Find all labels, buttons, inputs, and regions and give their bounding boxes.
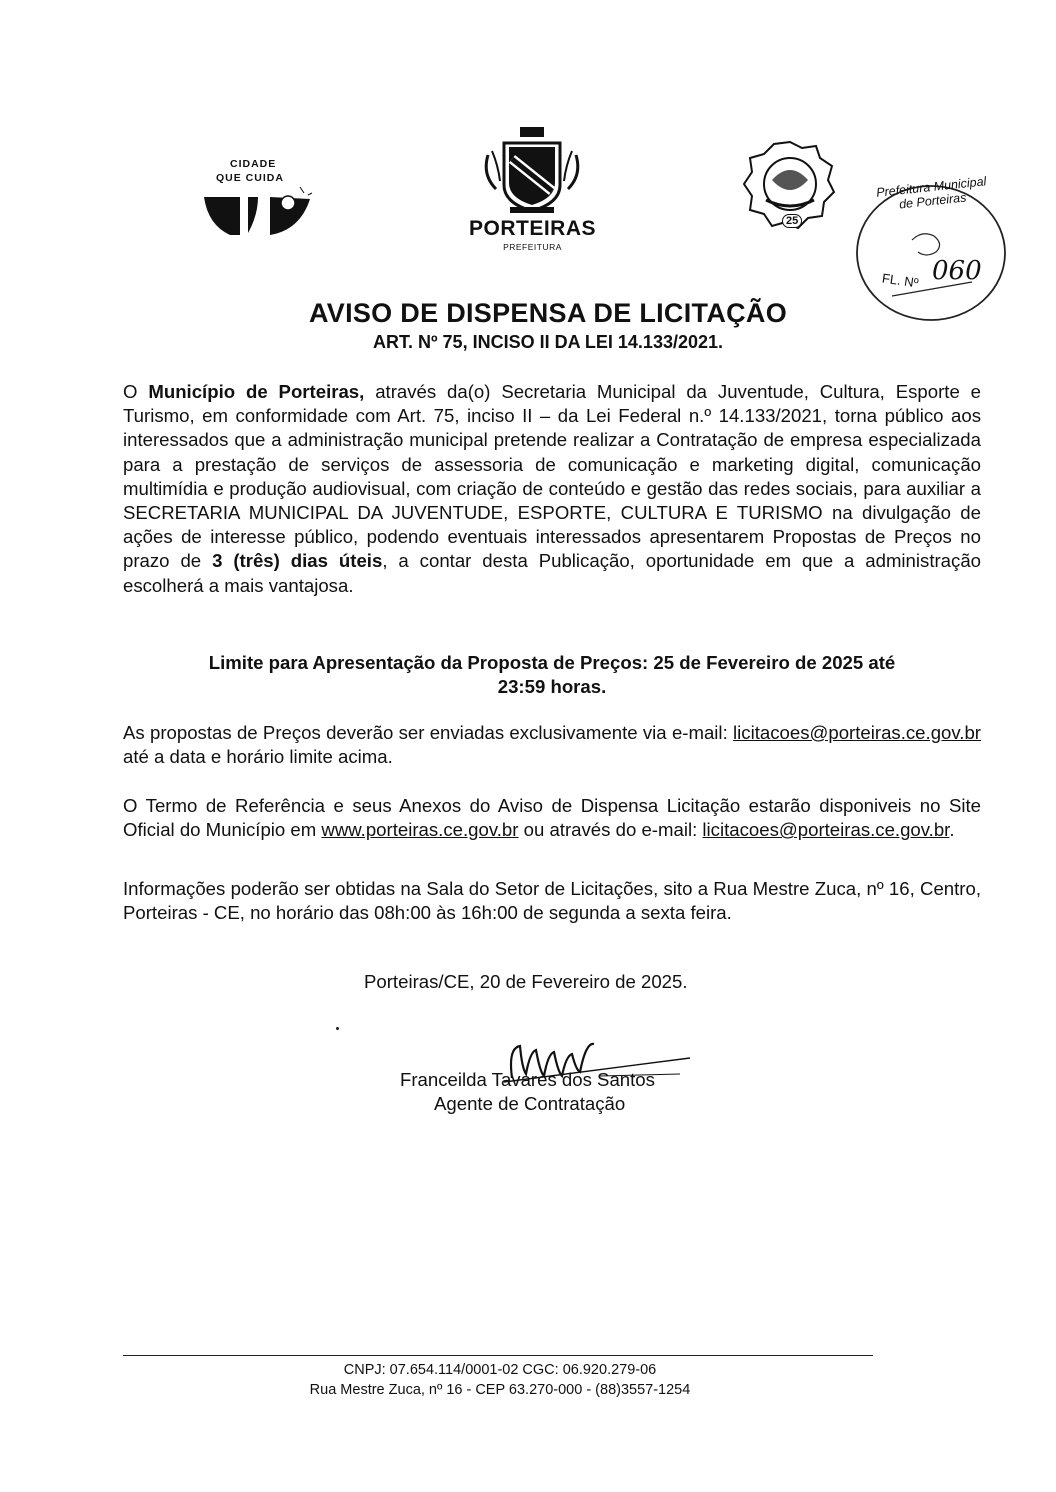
porteiras-logo-name: PORTEIRAS — [468, 217, 596, 240]
documents-end: . — [949, 819, 955, 841]
municipal-crest — [740, 140, 840, 235]
deadline-line2: 23:59 horas. — [497, 676, 607, 697]
submission-email-link[interactable]: licitacoes@porteiras.ce.gov.br — [733, 722, 981, 743]
paragraph-documents — [123, 794, 981, 842]
porteiras-logo-sub: PREFEITURA — [503, 242, 562, 252]
documents-text: O Termo de Referência e seus Anexos do Aviso de Dispensa Licitação estarão disponiveis no Site Oficial do Município em — [123, 795, 981, 841]
footer-line2: Rua Mestre Zuca, nº 16 - CEP 63.270-000 - (88)3557-1254 — [309, 1382, 691, 1398]
deadline-line1: Limite para Apresentação da Proposta de Preços: 25 de Fevereiro de 2025 até — [208, 652, 896, 673]
stamp-text: Prefeitura Municipal de Porteiras — [875, 174, 987, 212]
cidade-logo-shapes-icon — [200, 185, 320, 245]
municipio-bold: Município de Porteiras, — [148, 381, 365, 402]
intro-text: através da(o) Secretaria Municipal da Juventude, Cultura, Esporte e Turismo, em conformidade com Art. 75, inciso II – da Lei Federal n.º 14.133/2021, torna público aos interessados que a administração municipal pretende realizar a Contratação de empresa especializada para a prestação de serviços de assessoria de comunicação e marketing digital, comunicação multimídia e produção audiovisual, com criação de conteúdo e gestão das redes sociais, para auxiliar a SECRETARIA MUNICIPAL DA JUVENTUDE, ESPORTE, CULTURA E TURISMO na divulgação de ações de interesse público, podendo eventuais interessados apresentarem Propostas de Preços no prazo de — [123, 381, 981, 572]
cidade-logo-line2: QUE CUIDA — [216, 172, 284, 184]
signer-name: Franceilda Tavares dos Santos — [400, 1069, 655, 1090]
cidade-logo-line1: CIDADE — [230, 158, 277, 170]
porteiras-logo — [450, 125, 615, 260]
porteiras-crest-icon — [482, 125, 582, 215]
website-link[interactable]: www.porteiras.ce.gov.br — [321, 819, 519, 841]
submission-end: até a data e horário limite acima. — [123, 746, 393, 768]
document-title: AVISO DE DISPENSA DE LICITAÇÃO — [308, 298, 788, 328]
paragraph-information: Informações poderão ser obtidas na Sala do Setor de Licitações, sito a Rua Mestre Zuca, nº 16, Centro, Porteiras - CE, no horário das 08h:00 às 16h:00 de segunda a sexta feira. — [123, 878, 981, 924]
intro-pre: O — [123, 381, 149, 402]
signer-role: Agente de Contratação — [434, 1093, 626, 1114]
stamp-fl-label: FL. Nº — [881, 270, 920, 291]
cidade-que-cuida-logo — [200, 150, 320, 240]
documents-email-link[interactable]: licitacoes@porteiras.ce.gov.br — [702, 819, 950, 841]
prazo-bold: 3 (três) dias úteis — [212, 550, 383, 572]
date-line: Porteiras/CE, 20 de Fevereiro de 2025. — [364, 971, 688, 992]
footer-divider — [123, 1355, 873, 1356]
stamp-fl-number: 060 — [932, 256, 982, 286]
document-subtitle: ART. Nº 75, INCISO II DA LEI 14.133/2021. — [372, 332, 724, 352]
footer-line1: CNPJ: 07.654.114/0001-02 CGC: 06.920.279-06 — [343, 1362, 657, 1378]
documents-mid: ou através do e-mail: — [518, 819, 703, 841]
intro-end: , a contar desta Publicação, oportunidade em que a administração escolherá a mais vantajosa. — [123, 550, 982, 596]
municipal-crest-badge: 25 — [782, 214, 802, 228]
submission-text: As propostas de Preços deverão ser enviadas exclusivamente via e-mail: — [123, 722, 734, 743]
paragraph-submission — [123, 721, 981, 769]
speck-mark — [336, 1027, 339, 1030]
paragraph-intro — [123, 380, 981, 598]
